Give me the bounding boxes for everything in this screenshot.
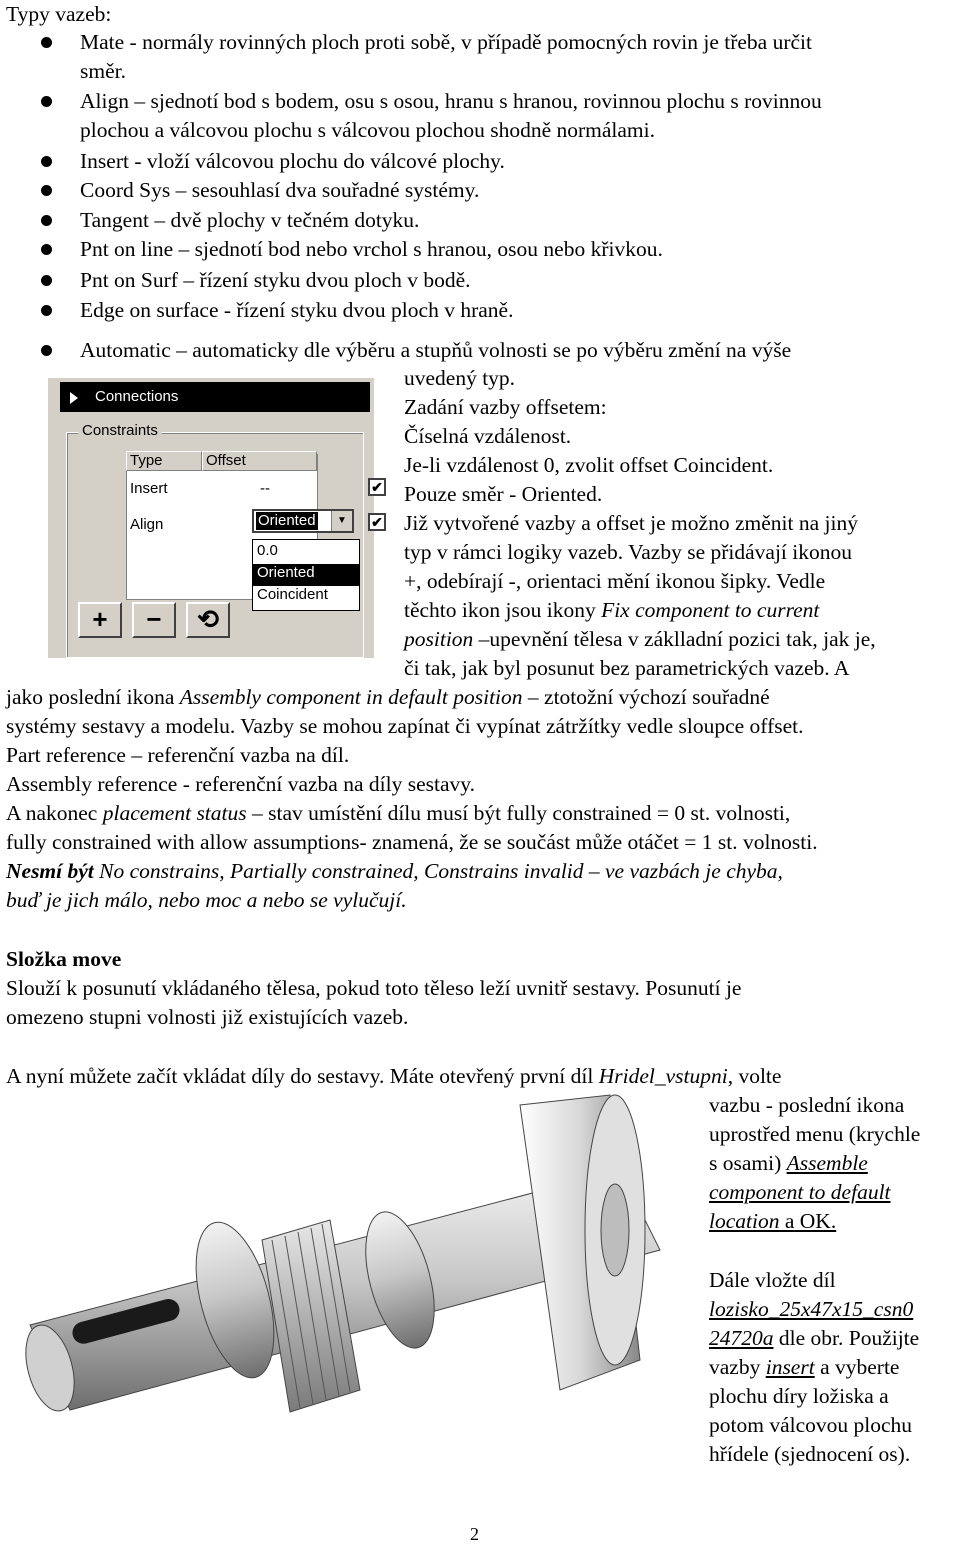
bullet-mate: Mate - normály rovinných ploch proti sobě, v případě pomocných rovin je třeba určit (80, 30, 812, 54)
constraints-group-label: Constraints (78, 422, 162, 440)
text-line: Nesmí být No constrains, Partially constrained, Constrains invalid – ve vazbách je chyba, (6, 859, 783, 883)
column-header-type[interactable]: Type (126, 451, 202, 471)
connections-panel (48, 378, 383, 658)
text-line: lozisko_25x47x15_csn0 (709, 1297, 914, 1321)
text-line: Zadání vazby offsetem: (404, 395, 607, 419)
text-line: A nakonec placement status – stav umístění dílu musí být fully constrained = 0 st. volnosti, (6, 801, 791, 825)
text-line: potom válcovou plochu (709, 1413, 913, 1437)
shaft-illustration (0, 1090, 700, 1520)
text-line: Part reference – referenční vazba na díl. (6, 743, 350, 767)
bullet-dot (41, 37, 52, 48)
text-line: A nyní můžete začít vkládat díly do sestavy. Máte otevřený první díl Hridel_vstupni, volte (6, 1064, 782, 1088)
bullet-tangent: Tangent – dvě plochy v tečném dotyku. (80, 208, 420, 232)
bullet-edge-surface: Edge on surface - řízení styku dvou ploch v hraně. (80, 298, 514, 322)
row-offset-insert: -- (260, 480, 270, 497)
text-line: těchto ikon jsou ikony Fix component to current (404, 598, 820, 622)
expand-arrow-icon[interactable] (70, 392, 78, 404)
text-line: systémy sestavy a modelu. Vazby se mohou zapínat či vypínat zátržítky vedle sloupce offset. (6, 714, 804, 738)
text-line: uvedený typ. (404, 366, 516, 390)
text-line: jako poslední ikona Assembly component in default position – ztotožní výchozí souřadné (6, 685, 770, 709)
text-line: s osami) Assemble (709, 1151, 868, 1175)
text-line: Již vytvořené vazby a offset je možno změnit na jiný (404, 511, 858, 535)
text-line: vazbu - poslední ikona (709, 1093, 905, 1117)
text-line: hřídele (sjednocení os). (709, 1442, 911, 1466)
offset-select-value: Oriented (258, 512, 316, 529)
text-line: omezeno stupni volnosti již existujících vazeb. (6, 1005, 409, 1029)
flip-orientation-button[interactable]: ⟲ (186, 602, 230, 638)
flange-hub (601, 1184, 629, 1276)
bullet-automatic: Automatic – automaticky dle výběru a stupňů volnosti se po výběru změní na výše (80, 338, 792, 362)
section-title: Složka move (6, 947, 122, 971)
option-0-0[interactable]: 0.0 (257, 542, 278, 559)
text-line: Je-li vzdálenost 0, zvolit offset Coincident. (404, 453, 774, 477)
row-type-insert[interactable]: Insert (130, 480, 168, 497)
option-coincident[interactable]: Coincident (257, 586, 328, 603)
text-line: Číselná vzdálenost. (404, 424, 572, 448)
bullet-pnt-surf: Pnt on Surf – řízení styku dvou ploch v bodě. (80, 268, 471, 292)
text-line: Dále vložte díl (709, 1268, 836, 1292)
bullet-dot (41, 96, 52, 107)
text-line: location a OK. (709, 1209, 837, 1233)
option-oriented[interactable]: Oriented (253, 564, 359, 586)
column-header-offset[interactable]: Offset (202, 451, 317, 471)
enable-checkbox[interactable]: ✔ (368, 513, 386, 531)
bullet-dot (41, 156, 52, 167)
heading: Typy vazeb: (6, 2, 112, 26)
bullet-pnt-line: Pnt on line – sjednotí bod nebo vrchol s hranou, osou nebo křivkou. (80, 237, 663, 261)
text-line: 24720a dle obr. Použijte (709, 1326, 920, 1350)
bullet-insert: Insert - vloží válcovou plochu do válcové plochy. (80, 149, 505, 173)
panel-title: Connections (95, 388, 179, 405)
text-line: component to default (709, 1180, 891, 1204)
text-line: Assembly reference - referenční vazba na díly sestavy. (6, 772, 475, 796)
row-type-align[interactable]: Align (130, 516, 164, 533)
text-line: uprostřed menu (krychle (709, 1122, 921, 1146)
bullet-align-cont: plochou a válcovou plochu s válcovou plochou shodně normálami. (80, 118, 655, 142)
text-line: buď je jich málo, nebo moc a nebo se vylučují. (6, 888, 407, 912)
bullet-dot (41, 305, 52, 316)
bullet-mate-cont: směr. (80, 59, 126, 83)
text-line: plochu díry ložiska a (709, 1384, 889, 1408)
bullet-dot (41, 345, 52, 356)
bullet-dot (41, 185, 52, 196)
bullet-align: Align – sjednotí bod s bodem, osu s osou, hranu s hranou, rovinnou plochu s rovinnou (80, 89, 822, 113)
text-line: position –upevnění tělesa v zákl​ladní pozici tak, jak je, (404, 627, 876, 651)
bullet-dot (41, 215, 52, 226)
bullet-coordsys: Coord Sys – sesouhlasí dva souřadné systémy. (80, 178, 480, 202)
remove-constraint-button[interactable]: − (132, 602, 176, 638)
add-constraint-button[interactable]: + (78, 602, 122, 638)
text-line: fully constrained with allow assumptions- znamená, že se součást může otáčet = 1 st. volnosti. (6, 830, 818, 854)
offset-select[interactable] (252, 509, 354, 533)
text-line: Slouží k posunutí vkládaného tělesa, pokud toto těleso leží uvnitř sestavy. Posunutí je (6, 976, 742, 1000)
text-line: +, odebírají -, orientaci mění ikonou šipky. Vedle (404, 569, 826, 593)
text-line: vazby insert a vyberte (709, 1355, 900, 1379)
page-number: 2 (470, 1524, 479, 1544)
offset-dropdown-list (252, 539, 360, 611)
bullet-dot (41, 244, 52, 255)
chevron-down-icon[interactable]: ▼ (331, 511, 352, 531)
text-line: typ v rámci logiky vazeb. Vazby se přidávají ikonou (404, 540, 853, 564)
panel-header[interactable] (60, 382, 370, 412)
enable-checkbox[interactable]: ✔ (368, 478, 386, 496)
text-line: či tak, jak byl posunut bez parametrických vazeb. A (404, 656, 850, 680)
text-line: Pouze směr - Oriented. (404, 482, 603, 506)
bullet-dot (41, 275, 52, 286)
